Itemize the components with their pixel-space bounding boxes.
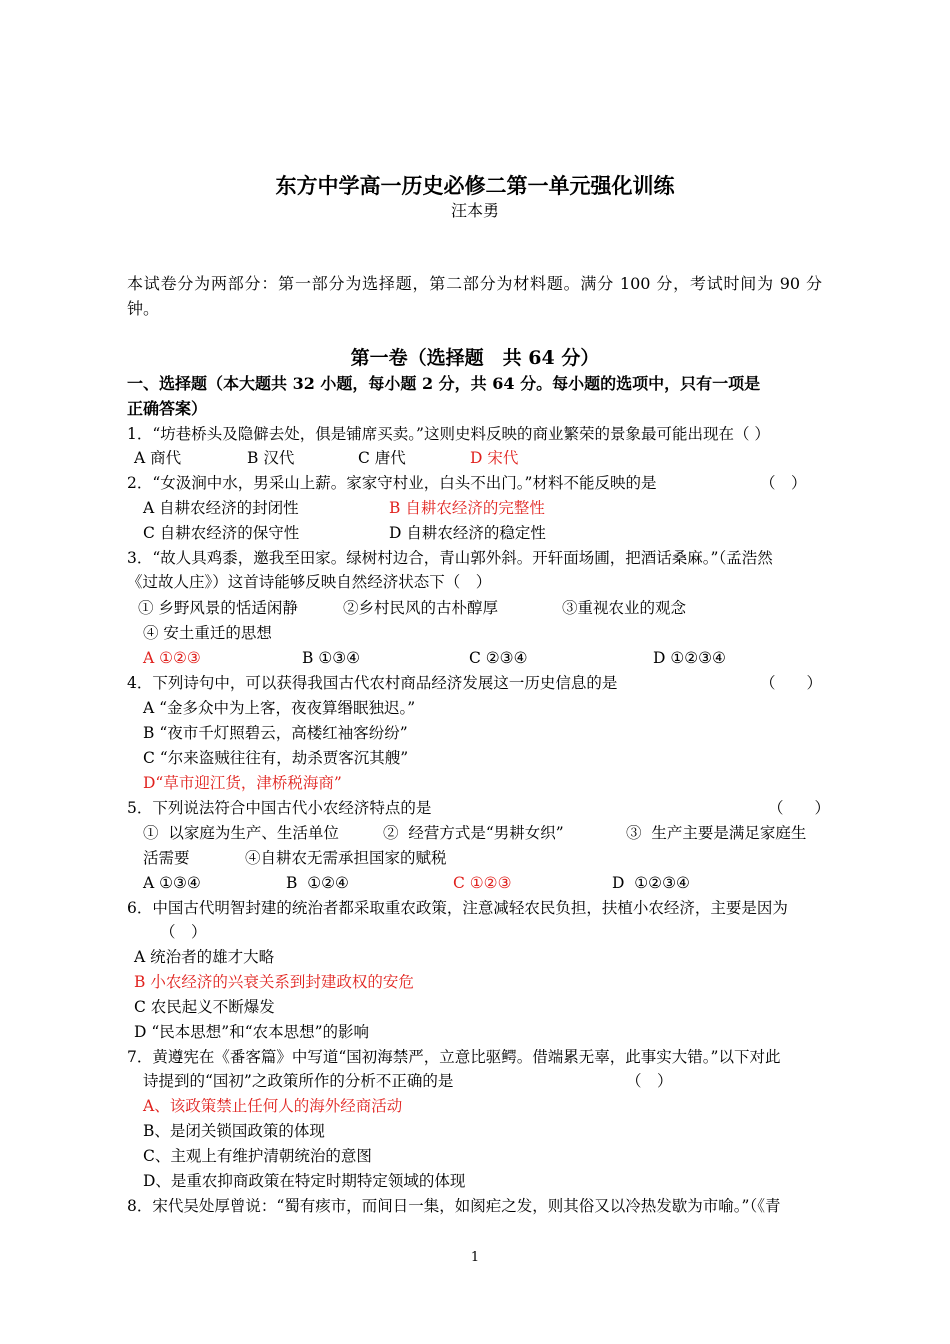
question-7-option-b: B、是闭关锁国政策的体现 — [143, 1122, 325, 1140]
question-5-item-4: ④自耕农无需承担国家的赋税 — [245, 849, 447, 867]
question-3-stem-1: 3．“故人具鸡黍，邀我至田家。绿树村边合，青山郭外斜。开轩面场圃，把酒话桑麻。”（孟浩然 — [127, 549, 773, 567]
question-3-item-2: ②乡村民风的古朴醇厚 — [343, 599, 499, 617]
question-7-option-a-answer: A、该政策禁止任何人的海外经商活动 — [143, 1097, 403, 1115]
instructions-line-2: 正确答案） — [127, 399, 208, 418]
question-1-stem: 1．“坊巷桥头及隐僻去处，俱是铺席买卖。”这则史料反映的商业繁荣的景象最可能出现在（ ） — [127, 425, 770, 443]
question-6-option-d: D “民本思想”和“农本思想”的影响 — [134, 1023, 370, 1041]
question-3-option-c: C ②③④ — [469, 649, 528, 667]
question-1-option-d-answer: D 宋代 — [470, 449, 519, 467]
question-5-item-3-cont: 活需要 — [143, 849, 190, 867]
question-2-option-d: D 自耕农经济的稳定性 — [389, 524, 546, 542]
question-4-option-a: A “金多众中为上客，夜夜算缗眠独迟。” — [143, 699, 416, 717]
document-title: 东方中学高一历史必修二第一单元强化训练 — [275, 173, 675, 198]
question-5-option-d: D ①②③④ — [612, 874, 690, 892]
question-2-paren: （ ） — [760, 474, 807, 492]
question-1-option-a: A 商代 — [134, 449, 182, 467]
question-7-option-c: C、主观上有维护清朝统治的意图 — [143, 1147, 372, 1165]
question-2-option-a: A 自耕农经济的封闭性 — [143, 499, 299, 517]
question-5-option-b: B ①②④ — [286, 874, 349, 892]
question-3-item-3: ③重视农业的观念 — [562, 599, 687, 617]
question-4-option-c: C “尔来盗贼往往有，劫杀贾客沉其艘” — [143, 749, 409, 767]
intro-paragraph: 本试卷分为两部分：第一部分为选择题，第二部分为材料题。满分 100 分，考试时间为 90 分钟。 — [127, 274, 822, 318]
question-2-stem: 2．“女汲涧中水，男采山上薪。家家守村业，白头不出门。”材料不能反映的是 — [127, 474, 657, 492]
question-4-option-b: B “夜市千灯照碧云，高楼红袖客纷纷” — [143, 724, 408, 742]
question-5-option-c-answer: C ①②③ — [453, 874, 512, 892]
question-3-option-d: D ①②③④ — [653, 649, 726, 667]
question-2-option-b-answer: B 自耕农经济的完整性 — [389, 499, 545, 517]
section-title: 第一卷（选择题 共 64 分） — [350, 347, 600, 369]
question-6-stem-1: 6．中国古代明智封建的统治者都采取重农政策，注意减轻农民负担，扶植小农经济，主要是因为 — [127, 899, 788, 917]
question-6-option-a: A 统治者的雄才大略 — [134, 948, 275, 966]
question-1-option-b: B 汉代 — [247, 449, 295, 467]
page-number: 1 — [470, 1250, 480, 1265]
question-3-item-1: ① 乡野风景的恬适闲静 — [138, 599, 298, 617]
question-8-stem: 8．宋代吴处厚曾说：“蜀有痎市，而间日一集，如阂疟之发，则其俗又以冷热发歇为市喻。”（《青 — [127, 1197, 781, 1215]
question-4-paren: （ ） — [760, 674, 823, 692]
question-7-option-d: D、是重农抑商政策在特定时期特定领域的体现 — [143, 1172, 466, 1190]
question-3-option-a-answer: A ①②③ — [143, 649, 201, 667]
question-5-paren: （ ） — [768, 799, 831, 817]
question-7-stem-1: 7．黄遵宪在《番客篇》中写道“国初海禁严，立意比驱鳄。借端累无辜，此事实大错。”以下对此 — [127, 1048, 781, 1066]
question-5-item-2: ② 经营方式是“男耕女织” — [383, 824, 564, 842]
question-2-option-c: C 自耕农经济的保守性 — [143, 524, 300, 542]
question-1-option-c: C 唐代 — [358, 449, 406, 467]
author-name: 汪本勇 — [450, 201, 499, 220]
question-6-option-c: C 农民起义不断爆发 — [134, 998, 275, 1016]
question-7-paren: （ ） — [626, 1072, 673, 1090]
question-5-item-3: ③ 生产主要是满足家庭生 — [626, 824, 807, 842]
question-4-option-d-answer: D“草市迎江货，津桥税海商” — [143, 774, 342, 792]
question-7-stem-2: 诗提到的“国初”之政策所作的分析不正确的是 — [143, 1072, 454, 1090]
question-5-item-1: ① 以家庭为生产、生活单位 — [143, 824, 339, 842]
question-4-stem: 4．下列诗句中，可以获得我国古代农村商品经济发展这一历史信息的是 — [127, 674, 618, 692]
question-5-option-a: A ①③④ — [143, 874, 201, 892]
question-3-item-4: ④ 安土重迁的思想 — [143, 624, 272, 642]
question-5-stem: 5．下列说法符合中国古代小农经济特点的是 — [127, 799, 432, 817]
question-6-option-b-answer: B 小农经济的兴衰关系到封建政权的安危 — [134, 973, 414, 991]
question-6-stem-2: （ ） — [160, 923, 207, 941]
question-3-option-b: B ①③④ — [302, 649, 361, 667]
instructions-line-1: 一、选择题（本大题共 32 小题，每小题 2 分，共 64 分。每小题的选项中，只有一项是 — [127, 374, 761, 393]
question-3-stem-2: 《过故人庄》）这首诗能够反映自然经济状态下（ ） — [127, 573, 492, 591]
